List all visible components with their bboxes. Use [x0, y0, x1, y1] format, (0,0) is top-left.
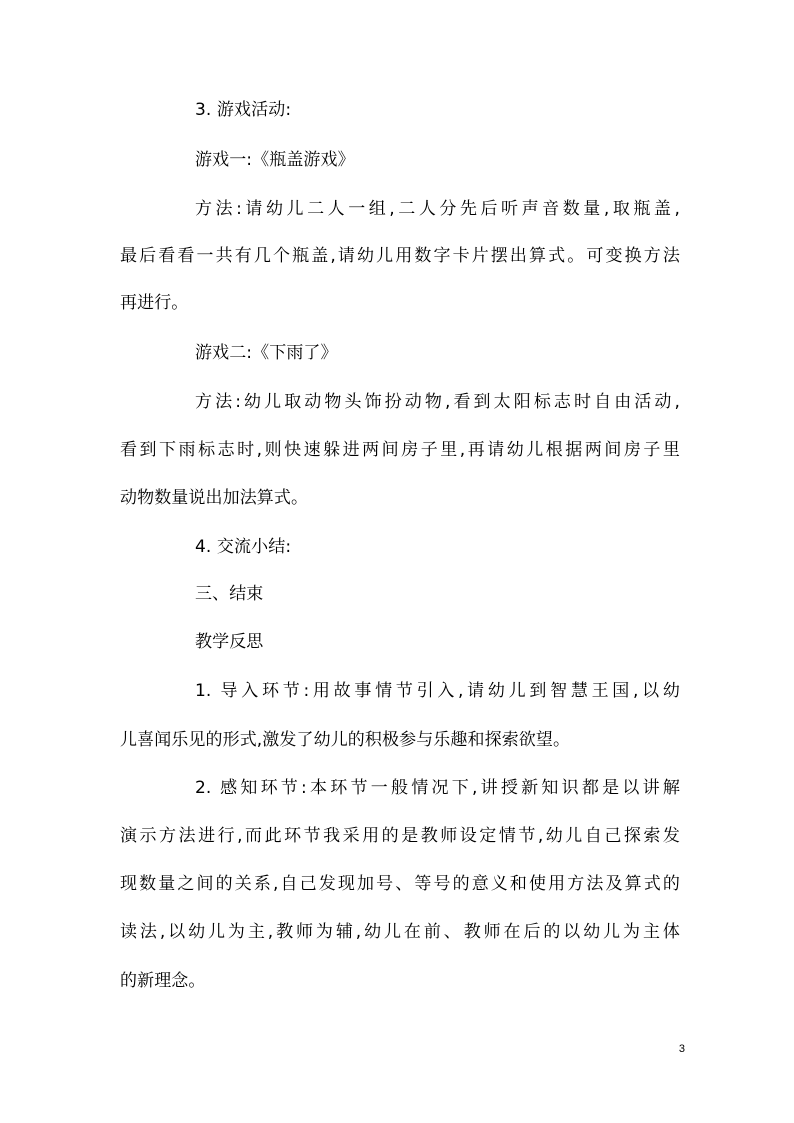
paragraph-line: 最后看看一共有几个瓶盖,请幼儿用数字卡片摆出算式。可变换方法	[120, 246, 680, 266]
paragraph-line: 读法,以幼儿为主,教师为辅,幼儿在前、教师在后的以幼儿为主体	[120, 922, 680, 942]
paragraph-line: 2. 感知环节:本环节一般情况下,讲授新知识都是以讲解	[195, 778, 680, 798]
paragraph-line: 看到下雨标志时,则快速躲进两间房子里,再请幼儿根据两间房子里	[120, 440, 680, 460]
section-heading-summary: 4. 交流小结:	[195, 537, 292, 557]
game-one-title: 游戏一:《瓶盖游戏》	[195, 150, 355, 170]
paragraph-line: 方法:幼儿取动物头饰扮动物,看到太阳标志时自由活动,	[195, 392, 680, 412]
paragraph-line: 的新理念。	[120, 971, 206, 991]
paragraph-line: 演示方法进行,而此环节我采用的是教师设定情节,幼儿自己探索发	[120, 826, 680, 846]
section-heading-conclusion: 三、结束	[195, 584, 264, 604]
paragraph-line: 现数量之间的关系,自己发现加号、等号的意义和使用方法及算式的	[120, 874, 680, 894]
paragraph-line: 1. 导入环节:用故事情节引入,请幼儿到智慧王国,以幼	[195, 681, 680, 701]
paragraph-line: 再进行。	[120, 293, 189, 313]
game-two-title: 游戏二:《下雨了》	[195, 343, 338, 363]
page-number: 3	[678, 1043, 685, 1055]
paragraph-line: 动物数量说出加法算式。	[120, 488, 309, 508]
section-heading-reflection: 教学反思	[195, 632, 264, 652]
paragraph-line: 方法:请幼儿二人一组,二人分先后听声音数量,取瓶盖,	[195, 199, 680, 219]
paragraph-line: 儿喜闻乐见的形式,激发了幼儿的积极参与乐趣和探索欲望。	[120, 730, 571, 750]
section-heading-game-activities: 3. 游戏活动:	[195, 100, 292, 120]
